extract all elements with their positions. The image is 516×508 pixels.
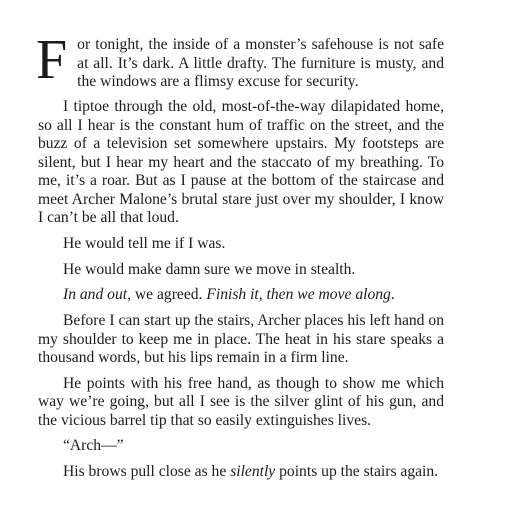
italic-phrase: In and out xyxy=(63,286,128,304)
paragraph xyxy=(38,463,444,482)
paragraph-text: points up the stairs again. xyxy=(275,463,439,481)
paragraph: I tiptoe through the old, most-of-the-way dilapidated home, so all I hear is the constant hum of traffic on the street, and the buzz of a television set somewhere upstairs. My footsteps are silent, but I hear my heart and the staccato of my breathing. To me, it’s a roar. But as I pause at the bottom of the staircase and meet Archer Malone’s brutal stare just over my shoulder, I know I can’t be all that loud. xyxy=(38,98,444,227)
paragraph xyxy=(38,286,444,305)
opening-paragraph xyxy=(36,29,444,92)
opening-paragraph-text: or tonight, the inside of a monster’s safehouse is not safe at all. It’s dark. A little drafty. The furniture is musty, and the windows are a flimsy excuse for security. xyxy=(77,36,444,90)
paragraph-text: , we agreed. xyxy=(127,286,207,304)
dialogue-line: “Arch—” xyxy=(63,437,124,455)
paragraph: He points with his free hand, as though to show me which way we’re going, but all I see is the silver glint of his gun, and the vicious barrel tip that so easily extinguishes lives. xyxy=(38,374,444,429)
italic-word: silently xyxy=(230,463,276,481)
paragraph: He would make damn sure we move in stealth. xyxy=(63,260,356,278)
paragraph: Before I can start up the stairs, Archer places his left hand on my shoulder to keep me in place. The heat in his stare speaks a thousand words, but his lips remain in a firm line. xyxy=(38,312,444,367)
paragraph-text: His brows pull close as he xyxy=(63,463,231,481)
paragraph: He would tell me if I was. xyxy=(63,234,226,252)
paragraph-text: . xyxy=(390,286,395,304)
italic-phrase: Finish it, then we move along xyxy=(206,286,391,304)
book-page xyxy=(36,29,444,489)
drop-cap-letter: F xyxy=(36,29,68,91)
